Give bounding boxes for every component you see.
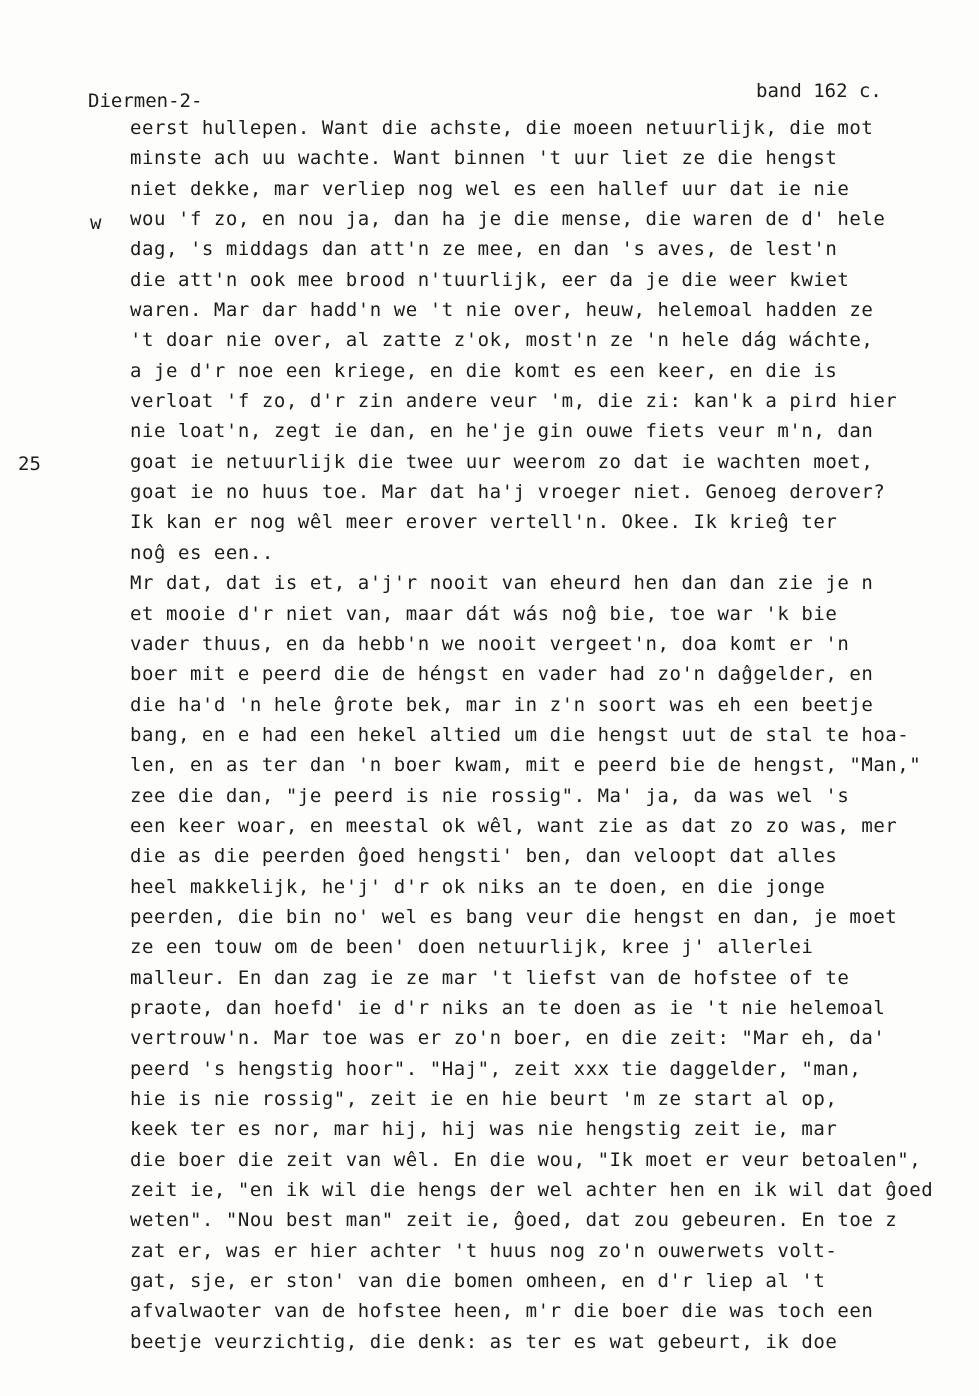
transcript-line: zeit ie, "en ik wil die hengs der wel achter hen en ik wil dat ĝoed (130, 1179, 934, 1202)
header-tape-reference: band 162 c. (756, 80, 882, 102)
header-title: Diermen-2- (88, 90, 203, 112)
transcript-line: peerden, die bin no' wel es bang veur die hengst en dan, je moet (130, 905, 898, 928)
transcript-line: boer mit e peerd die de héngst en vader had zo'n daĝgelder, en (130, 663, 874, 686)
transcript-body (130, 113, 970, 1357)
transcript-line: len, en as ter dan 'n boer kwam, mit e peerd bie de hengst, "Man," (130, 754, 922, 777)
transcript-line: een keer woar, en meestal ok wêl, want zie as dat zo zo was, mer (130, 814, 898, 837)
transcript-line: eerst hullepen. Want die achste, die moeen netuurlijk, die mot (130, 117, 874, 139)
transcript-line: keek ter es nor, mar hij, hij was nie hengstig zeit ie, mar (130, 1118, 838, 1141)
transcript-line: a je d'r noe een kriege, en die komt es een keer, en die is (130, 359, 838, 382)
transcript-line: Mr dat, dat is et, a'j'r nooit van eheurd hen dan dan zie je n (130, 572, 874, 595)
transcript-line: beetje veurzichtig, die denk: as ter es wat gebeurt, ik doe (130, 1330, 838, 1353)
transcript-line: waren. Mar dar hadd'n we 't nie over, heuw, helemoal hadden ze (130, 299, 874, 322)
transcript-line: afvalwaoter van de hofstee heen, m'r die boer die was toch een (130, 1300, 874, 1323)
transcript-line: vertrouw'n. Mar toe was er zo'n boer, en die zeit: "Mar eh, da' (130, 1027, 886, 1050)
transcript-line: niet dekke, mar verliep nog wel es een hallef uur dat ie nie (130, 177, 850, 200)
transcript-line: et mooie d'r niet van, maar dát wás noĝ bie, toe war 'k bie (130, 602, 838, 625)
transcript-line: zat er, was er hier achter 't huus nog zo'n ouwerwets volt- (130, 1239, 838, 1262)
transcript-line: die att'n ook mee brood n'tuurlijk, eer da je die weer kwiet (130, 268, 850, 291)
transcript-line: die as die peerden ĝoed hengsti' ben, dan veloopt dat alles (130, 845, 838, 868)
transcript-line: Ik kan er nog wêl meer erover vertell'n. Okee. Ik krieĝ ter (130, 511, 838, 534)
transcript-line: minste ach uu wachte. Want binnen 't uur liet ze die hengst (130, 147, 838, 170)
transcript-line: goat ie no huus toe. Mar dat ha'j vroeger niet. Genoeg derover? (130, 481, 886, 504)
transcript-line: ze een touw om de been' doen netuurlijk, kree j' allerlei (130, 936, 814, 959)
transcript-line: malleur. En dan zag ie ze mar 't liefst van de hofstee of te (130, 966, 850, 989)
transcript-line: peerd 's hengstig hoor". "Haj", zeit xxx tie daggelder, "man, (130, 1057, 862, 1080)
transcript-line: zee die dan, "je peerd is nie rossig". Ma' ja, da was wel 's (130, 784, 850, 807)
transcript-line: heel makkelijk, he'j' d'r ok niks an te doen, en die jonge (130, 875, 826, 898)
transcript-line: die ha'd 'n hele ĝrote bek, mar in z'n soort was eh een beetje (130, 693, 874, 716)
transcript-line: nie loat'n, zegt ie dan, en he'je gin ouwe fiets veur m'n, dan (130, 420, 874, 443)
transcript-line: goat ie netuurlijk die twee uur weerom zo dat ie wachten moet, (130, 450, 874, 473)
transcript-line: 't doar nie over, al zatte z'ok, most'n ze 'n hele dág wáchte, (130, 329, 874, 352)
transcript-line: gat, sje, er ston' van die bomen omheen, en d'r liep al 't (130, 1270, 826, 1293)
transcript-line: praote, dan hoefd' ie d'r niks an te doen as ie 't nie helemoal (130, 996, 886, 1019)
transcript-line: die boer die zeit van wêl. En die wou, "Ik moet er veur betoalen", (130, 1148, 922, 1171)
transcript-line: dag, 's middags dan att'n ze mee, en dan 's aves, de lest'n (130, 238, 838, 261)
margin-mark: w (90, 212, 102, 234)
transcript-line: noĝ es een.. (130, 541, 274, 564)
transcript-line: vader thuus, en da hebb'n we nooit vergeet'n, doa komt er 'n (130, 632, 850, 655)
transcript-line: bang, en e had een hekel altied um die hengst uut de stal te hoa- (130, 723, 910, 746)
transcript-line: wou 'f zo, en nou ja, dan ha je die mense, die waren de d' hele (130, 208, 886, 231)
margin-line-number: 25 (18, 453, 41, 475)
transcript-line: verloat 'f zo, d'r zin andere veur 'm, die zi: kan'k a pird hier (130, 390, 898, 413)
transcript-line: weten". "Nou best man" zeit ie, ĝoed, dat zou gebeuren. En toe z (130, 1209, 898, 1232)
transcript-line: hie is nie rossig", zeit ie en hie beurt 'm ze start al op, (130, 1088, 838, 1110)
